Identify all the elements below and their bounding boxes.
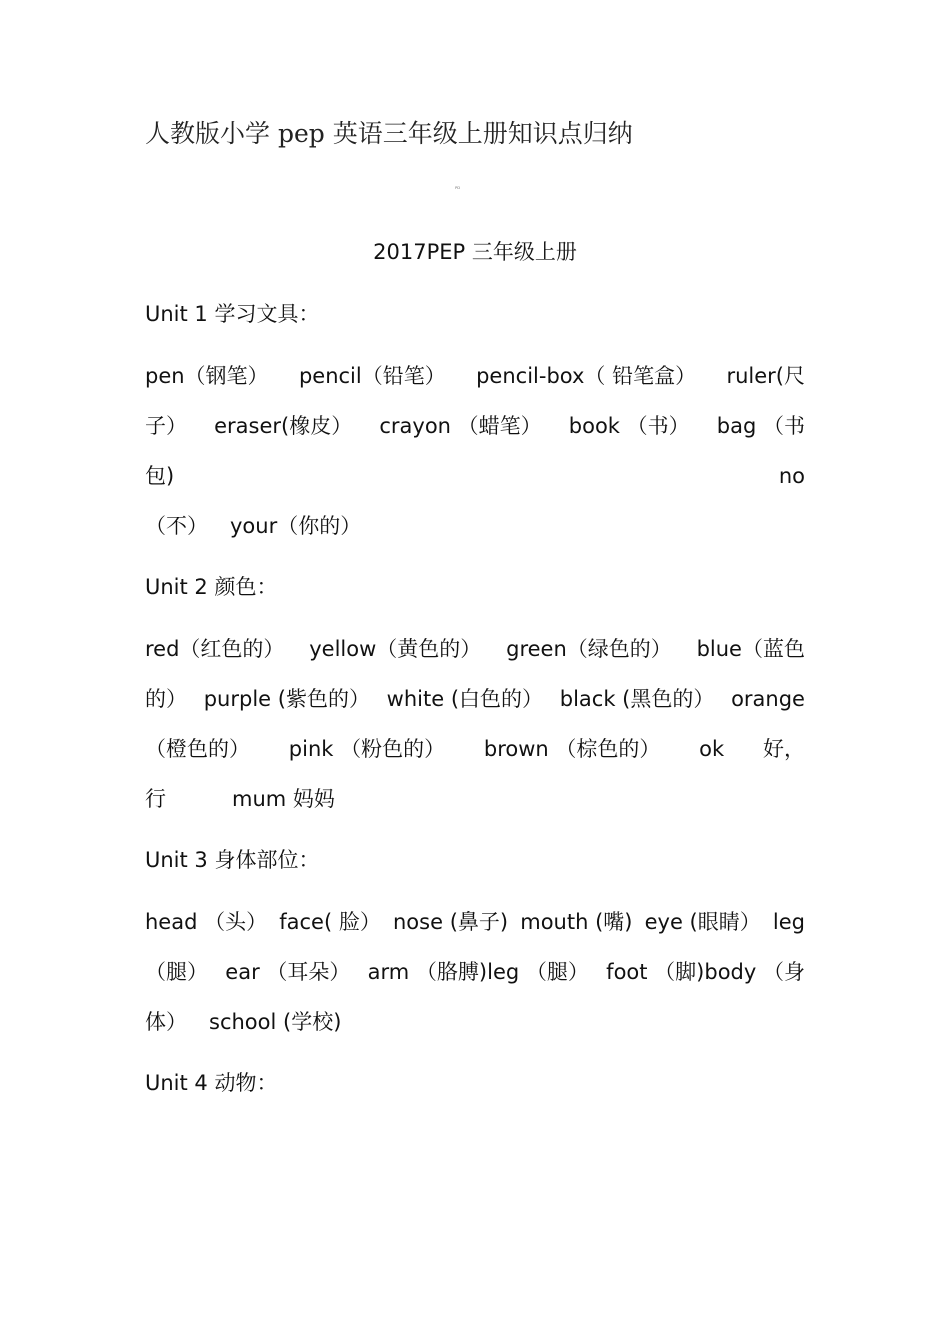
vocab-item: 好， — [762, 737, 805, 761]
vocab-item: your（你的） — [230, 514, 362, 538]
vocab-item: red（红色的） — [145, 637, 285, 661]
vocab-item: mum 妈妈 — [232, 787, 335, 811]
vocab-line — [145, 510, 805, 540]
vocab-item: blue（蓝色 — [696, 637, 805, 661]
vocab-item: crayon （蜡笔） — [379, 414, 542, 438]
vocab-item: ok — [699, 737, 725, 761]
vocab-line — [145, 683, 805, 713]
unit-1-heading: Unit 1 学习文具： — [145, 302, 320, 326]
vocab-item: head （头） — [145, 910, 268, 934]
vocab-item: ruler(尺 — [726, 364, 805, 388]
vocab-item: white (白色的） — [386, 687, 544, 711]
document-title: 人教版小学 pep 英语三年级上册知识点归纳 — [145, 119, 633, 148]
vocab-item: purple (紫色的） — [203, 687, 370, 711]
vocab-item: （不） — [145, 514, 208, 538]
vocab-item: 包) — [145, 464, 175, 488]
vocab-line — [145, 410, 805, 440]
vocab-item: book （书） — [568, 414, 690, 438]
vocab-item: green（绿色的） — [506, 637, 672, 661]
vocab-item: pencil（铅笔） — [298, 364, 446, 388]
vocab-item: bag （书 — [716, 414, 805, 438]
vocab-item: yellow（黄色的） — [309, 637, 482, 661]
vocab-item: eraser(橡皮） — [214, 414, 353, 438]
vocab-item: pencil-box（ 铅笔盒） — [476, 364, 697, 388]
vocab-line — [145, 906, 805, 936]
vocab-line — [145, 783, 805, 813]
vocab-item: （腿） — [145, 960, 208, 984]
document-subtitle: 2017PEP 三年级上册 — [373, 240, 577, 264]
vocab-item: pink （粉色的） — [288, 737, 446, 761]
vocab-item: black (黑色的） — [559, 687, 715, 711]
vocab-item: foot （脚)body （身 — [606, 960, 805, 984]
vocab-line — [145, 460, 805, 490]
vocab-item: 体） — [145, 1010, 187, 1034]
unit-3-heading: Unit 3 身体部位： — [145, 848, 320, 872]
vocab-item: nose (鼻子) — [393, 910, 509, 934]
vocab-item: face( 脸） — [279, 910, 381, 934]
vocab-line — [145, 360, 805, 390]
vocab-item: 行 — [145, 787, 166, 811]
vocab-item: mouth (嘴) — [520, 910, 633, 934]
vocab-item: orange — [731, 687, 805, 711]
vocab-item: arm （胳膊)leg （腿） — [367, 960, 589, 984]
vocab-item: ear （耳朵） — [225, 960, 351, 984]
vocab-line — [145, 733, 805, 763]
small-mark: ᴾᴰ — [455, 186, 461, 193]
vocab-line — [145, 956, 805, 986]
vocab-line — [145, 633, 805, 663]
unit-4-heading: Unit 4 动物： — [145, 1071, 278, 1095]
vocab-item: （橙色的） — [145, 737, 250, 761]
unit-2-heading: Unit 2 颜色： — [145, 575, 278, 599]
vocab-item: brown （棕色的） — [483, 737, 661, 761]
vocab-item: 子） — [145, 414, 187, 438]
vocab-item: pen（钢笔） — [145, 364, 269, 388]
vocab-item: eye (眼睛） — [644, 910, 761, 934]
vocab-item: leg — [772, 910, 805, 934]
vocab-item: no — [778, 464, 805, 488]
vocab-item: 的） — [145, 687, 187, 711]
vocab-line — [145, 1006, 805, 1036]
vocab-item: school (学校) — [209, 1010, 342, 1034]
